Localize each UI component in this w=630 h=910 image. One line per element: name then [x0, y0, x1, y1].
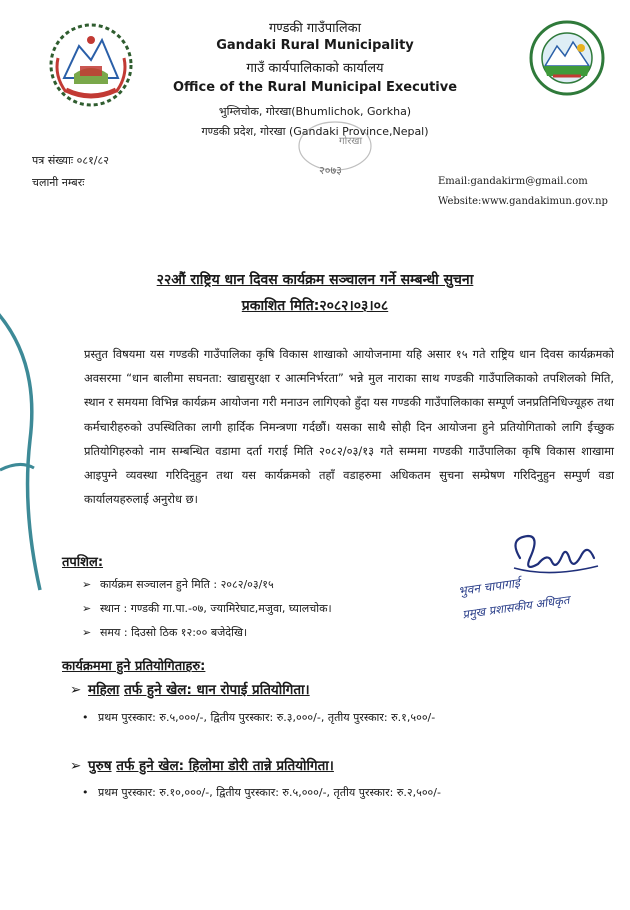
municipality-name-en: Gandaki Rural Municipality: [216, 38, 414, 53]
women-competition-name: तर्फ हुने खेल: धान रोपाई प्रतियोगिता।: [124, 682, 310, 698]
men-prizes-text: प्रथम पुरस्कार: रु.१०,०००/-, द्वितीय पुरस्कार: रु.५,०००/-, तृतीय पुरस्कार: रु.२,५००/-: [98, 786, 441, 799]
detail-item-text: स्थान : गण्डकी गा.पा.-०७, ज्यामिरेघाट,मजुवा, घ्यालचोक।: [100, 602, 332, 615]
office-name-en: Office of the Rural Municipal Executive: [172, 80, 458, 95]
municipality-name-np: गण्डकी गाउँपालिका: [268, 21, 362, 36]
arrow-icon: ➢: [82, 578, 92, 591]
men-competition-name: तर्फ हुने खेल: हिलोमा डोरी तान्ने प्रतियोगिता।: [116, 758, 334, 774]
women-prizes: [82, 710, 435, 725]
signatory-role: प्रमुख प्रशासकीय अधिकृत: [461, 592, 571, 622]
svg-text:२०७३: २०७३: [319, 164, 342, 177]
office-name-np: गाउँ कार्यपालिकाको कार्यालय: [246, 61, 384, 76]
men-competition-title: [70, 756, 334, 774]
office-stamp: [275, 118, 380, 180]
published-date: [0, 296, 630, 315]
address-line: भुम्लिचोक, गोरखा(Bhumlichok, Gorkha): [218, 105, 412, 118]
men-prizes: [82, 785, 441, 800]
bullet-icon: •: [82, 786, 89, 799]
bullet-icon: •: [82, 711, 89, 724]
arrow-icon: ➢: [82, 626, 92, 639]
notice-title: [0, 270, 630, 289]
arrow-icon: ➢: [70, 682, 82, 698]
stamp-text: गोरखा: [339, 136, 363, 147]
letter-number: पत्र संख्याः ०८१/८२: [32, 154, 109, 167]
dispatch-number: चलानी नम्बरः: [32, 176, 85, 189]
detail-item-text: कार्यक्रम सञ्चालन हुने मिति : २०८२/०३/१५: [100, 578, 274, 591]
signatory-name: भुवन चापागाई: [457, 575, 521, 599]
email-text: Email:gandakirm@gmail.com: [438, 176, 588, 187]
details-heading: तपशिल:: [62, 555, 104, 570]
arrow-icon: ➢: [70, 758, 82, 774]
published-date-text: प्रकाशित मिति:२०८२।०३।०८: [241, 298, 389, 314]
women-competition-title: [70, 680, 310, 698]
province-line: गण्डकी प्रदेश, गोरखा (Gandaki Province,Nepal): [201, 125, 429, 138]
detail-item-text: समय : दिउसो ठिक १२:०० बजेदेखि।: [100, 626, 248, 639]
women-competition-prefix: महिला: [88, 682, 120, 698]
detail-item-venue: [82, 601, 332, 616]
notice-title-text: २२औं राष्ट्रिय धान दिवस कार्यक्रम सञ्चालन गर्ने सम्बन्धी सुचना: [156, 272, 474, 288]
binding-cord: [0, 300, 60, 600]
competitions-heading: कार्यक्रममा हुने प्रतियोगिताहरु:: [62, 659, 206, 674]
women-prizes-text: प्रथम पुरस्कार: रु.५,०००/-, द्वितीय पुरस्कार: रु.३,०००/-, तृतीय पुरस्कार: रु.१,५००/-: [98, 711, 436, 724]
arrow-icon: ➢: [82, 602, 92, 615]
men-competition-prefix: पुरुष: [88, 758, 112, 774]
detail-item-time: [82, 625, 247, 640]
detail-item-date: [82, 577, 274, 592]
notice-body: प्रस्तुत विषयमा यस गण्डकी गाउँपालिका कृषि विकास शाखाको आयोजनामा यहि असार १५ गते राष्ट्रिय धान दिवस कार्यक्रमको अवसरमा “धान बालीमा सघनता: खाद्यसुरक्षा र आत्मनिर्भरता” भन्ने मुल नाराका साथ गण्डकी गाउँपालिकाको तपशिलको मिति, स्थान र समयमा विभिन्न कार्यक्रम आयोजना गरी मनाउन लागिएको हुँदा यस गण्डकी गाउँपालिकाका सम्पूर्ण जनप्रतिनिधिज्यूहरु तथा कर्मचारीहरुको उपस्थितिका लागी हार्दिक निमन्त्रणा गर्दछौं। यसका साथै सोही दिन आयोजना हुने प्रतियोगिताको लागि ईच्छुक प्रतियोगिहरुको नाम सम्बन्धित वडामा दर्ता गराई मिति २०८२/०३/१३ गते सम्ममा गण्डकी गाउँपालिका कृषि विकास शाखामा आइपुग्ने व्यवस्था गरिदिनुहुन तथा यस कार्यक्रमको तहाँ वडाहरुमा अधिकतम सुचना सम्प्रेषण गरिदिनुहुन सम्पुर्ण वडा कार्यालयहरुलाई अनुरोध छ।: [84, 347, 614, 507]
website-text: Website:www.gandakimun.gov.np: [438, 196, 608, 207]
